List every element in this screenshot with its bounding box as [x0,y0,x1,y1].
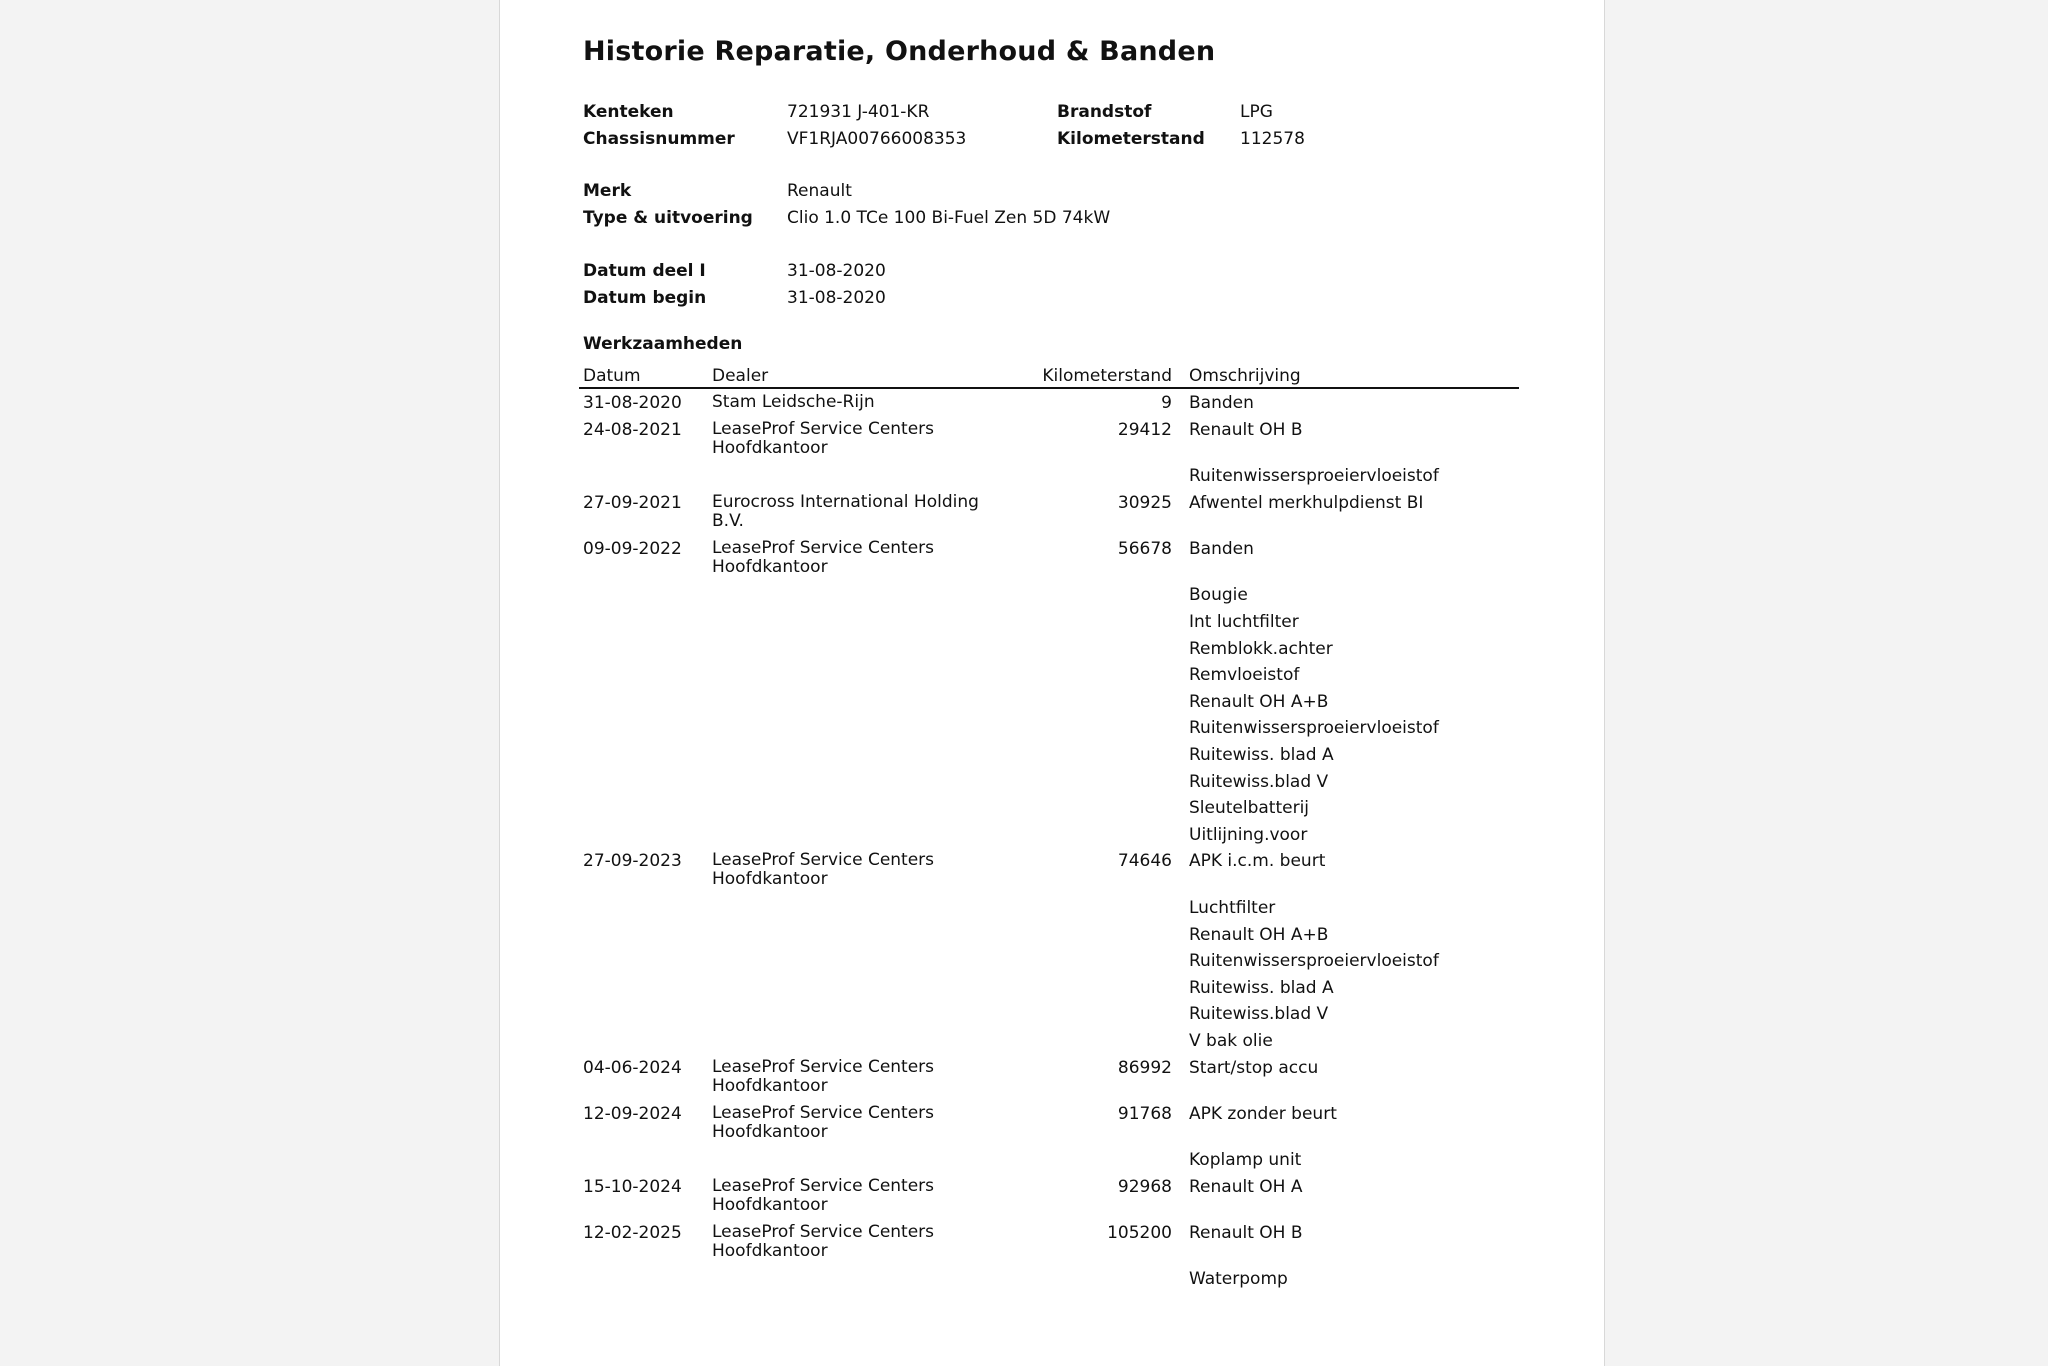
row-kilometerstand: 92968 [1117,1176,1172,1197]
brandstof-label: Brandstof [1057,102,1152,122]
row-omschrijving: Remvloeistof [1189,665,1300,686]
row-omschrijving: Waterpomp [1189,1269,1288,1290]
document-page [499,0,1605,1366]
row-omschrijving: Ruitewiss. blad A [1189,745,1334,765]
row-omschrijving: Banden [1189,538,1254,559]
row-dealer [712,1058,934,1096]
row-dealer [712,1104,934,1142]
row-omschrijving: Ruitenwissersproeiervloeistof [1189,466,1439,487]
column-header-kilometerstand: Kilometerstand [1042,366,1172,386]
row-omschrijving: Int luchtfilter [1189,612,1299,632]
row-omschrijving: Afwentel merkhulpdienst BI [1189,492,1424,513]
type-value: Clio 1.0 TCe 100 Bi-Fuel Zen 5D 74kW [787,208,1111,228]
row-omschrijving: Renault OH A+B [1189,691,1329,712]
column-header-datum: Datum [583,366,641,386]
type-label: Type & uitvoering [583,208,753,228]
row-dealer-line: Hoofdkantoor [712,1240,828,1261]
row-date: 09-09-2022 [583,538,682,559]
row-omschrijving: Sleutelbatterij [1189,798,1310,819]
row-omschrijving: Koplamp unit [1189,1150,1302,1171]
row-dealer [712,539,934,577]
row-dealer-line: Stam Leidsche-Rijn [712,392,875,412]
merk-value: Renault [787,181,852,201]
brandstof-value: LPG [1240,102,1273,122]
row-kilometerstand: 105200 [1107,1222,1172,1243]
row-date: 12-02-2025 [583,1222,682,1243]
kenteken-value: 721931 J-401-KR [787,102,930,122]
row-dealer [712,420,934,458]
row-dealer [712,1223,934,1261]
row-kilometerstand: 56678 [1117,538,1172,559]
row-dealer [712,1177,934,1215]
row-omschrijving: Renault OH A [1189,1176,1303,1197]
row-dealer-line: LeaseProf Service Centers [712,1175,935,1196]
row-date: 27-09-2023 [583,851,682,872]
datum-deel-label: Datum deel I [583,261,706,281]
row-omschrijving: Ruitewiss.blad V [1189,771,1329,792]
werkzaamheden-heading: Werkzaamheden [583,334,743,354]
page-title: Historie Reparatie, Onderhoud & Banden [583,36,1216,67]
row-dealer-line: LeaseProf Service Centers [712,1056,935,1077]
row-kilometerstand: 74646 [1117,851,1172,872]
row-dealer [712,851,934,889]
row-dealer-line: Hoofdkantoor [712,1121,828,1142]
row-dealer-line: LeaseProf Service Centers [712,850,935,871]
werkzaamheden-table [500,0,1604,1366]
row-date: 15-10-2024 [583,1176,682,1197]
row-dealer-line: Hoofdkantoor [712,556,828,577]
row-kilometerstand: 29412 [1117,419,1172,440]
row-omschrijving: APK zonder beurt [1189,1103,1337,1124]
row-omschrijving: APK i.c.m. beurt [1189,851,1326,872]
row-omschrijving: Renault OH B [1189,1222,1303,1243]
row-omschrijving: Bougie [1189,585,1248,606]
datum-begin-value: 31-08-2020 [787,288,886,308]
row-dealer-line: Hoofdkantoor [712,1075,828,1096]
datum-deel-value: 31-08-2020 [787,261,886,281]
row-dealer-line: LeaseProf Service Centers [712,1221,935,1242]
kilometerstand-value: 112578 [1240,129,1305,149]
row-dealer [712,493,979,531]
kenteken-label: Kenteken [583,102,674,122]
row-dealer-line: LeaseProf Service Centers [712,1102,935,1123]
row-date: 31-08-2020 [583,393,682,413]
row-dealer-line: Hoofdkantoor [712,869,828,890]
row-dealer-line: Hoofdkantoor [712,1194,828,1215]
row-dealer-line: LeaseProf Service Centers [712,418,935,439]
row-date: 12-09-2024 [583,1103,682,1124]
row-dealer-line: Eurocross International Holding [712,491,979,512]
row-kilometerstand: 91768 [1117,1103,1172,1124]
row-dealer-line: Hoofdkantoor [712,437,828,458]
row-omschrijving: V bak olie [1189,1031,1273,1051]
row-omschrijving: Ruitewiss.blad V [1189,1004,1329,1025]
row-omschrijving: Uitlijning.voor [1189,824,1308,845]
row-dealer [712,393,875,412]
column-header-omschrijving: Omschrijving [1189,366,1301,386]
row-omschrijving: Luchtfilter [1189,898,1276,918]
row-omschrijving: Ruitenwissersproeiervloeistof [1189,951,1439,972]
column-header-dealer: Dealer [712,366,769,386]
row-kilometerstand: 86992 [1117,1057,1172,1078]
row-omschrijving: Renault OH A+B [1189,924,1329,945]
row-dealer-line: LeaseProf Service Centers [712,537,935,558]
row-date: 04-06-2024 [583,1057,682,1078]
row-kilometerstand: 9 [1161,393,1172,413]
row-omschrijving: Start/stop accu [1189,1057,1319,1078]
chassis-value: VF1RJA00766008353 [787,129,967,149]
row-date: 27-09-2021 [583,492,682,513]
row-omschrijving: Remblokk.achter [1189,638,1333,659]
row-omschrijving: Banden [1189,393,1254,413]
row-date: 24-08-2021 [583,419,682,440]
chassis-label: Chassisnummer [583,129,735,149]
row-omschrijving: Renault OH B [1189,419,1303,440]
datum-begin-label: Datum begin [583,288,707,308]
row-omschrijving: Ruitewiss. blad A [1189,977,1334,998]
row-dealer-line: B.V. [712,510,744,531]
row-kilometerstand: 30925 [1117,492,1172,513]
row-omschrijving: Ruitenwissersproeiervloeistof [1189,718,1439,739]
merk-label: Merk [583,181,632,201]
kilometerstand-label: Kilometerstand [1057,129,1205,149]
